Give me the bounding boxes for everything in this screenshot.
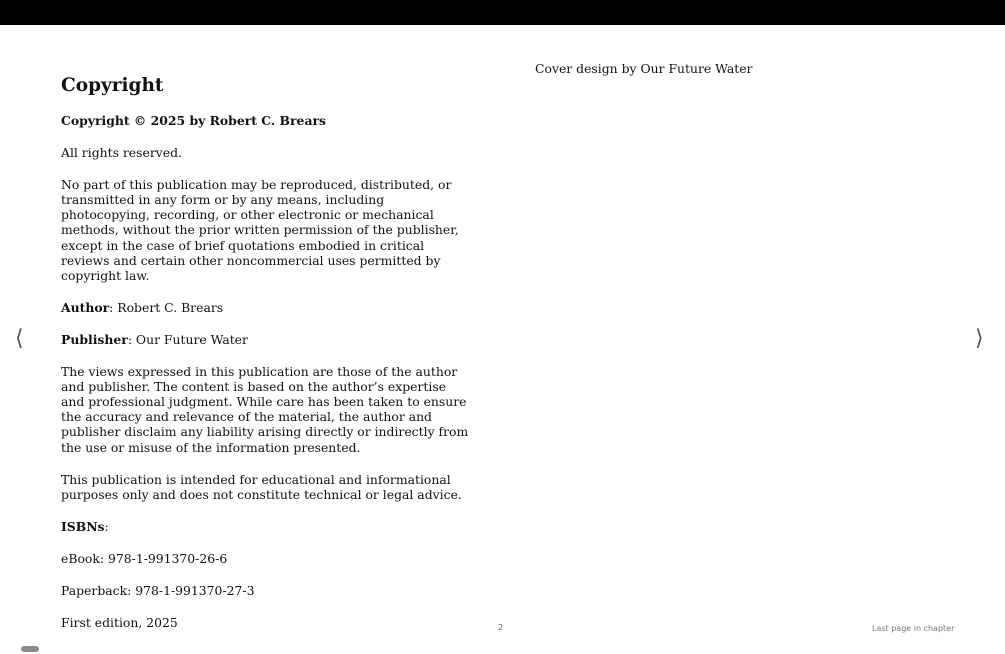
rights-statement: All rights reserved. <box>61 145 182 161</box>
next-page-arrow-icon[interactable]: ⟩ <box>975 326 984 351</box>
edition-line: First edition, 2025 <box>61 615 178 631</box>
publisher-line <box>61 332 473 347</box>
isbns-line <box>61 519 473 534</box>
publisher-label: Publisher <box>61 331 128 347</box>
author-line <box>61 300 473 315</box>
top-bar <box>0 0 1005 25</box>
page-title: Copyright <box>61 75 164 96</box>
purpose-paragraph: This publication is intended for educational and informational purposes only and does not constitute technical or legal advice. <box>61 471 462 502</box>
publisher-value: : Our Future Water <box>127 331 248 347</box>
permission-paragraph: No part of this publication may be reproduced, distributed, or transmitted in any form or by any means, including photocopying, recording, or other electronic or mechanical methods, without the prior written permission of the publisher, except in the case of brief quotations embodied in critical reviews and certain other noncommercial uses permitted by copyright law. <box>61 177 459 283</box>
copyright-line: Copyright © 2025 by Robert C. Brears <box>61 113 326 128</box>
previous-page-arrow-icon[interactable]: ⟨ <box>15 326 24 351</box>
paperback-isbn: Paperback: 978-1-991370-27-3 <box>61 582 255 598</box>
page-number: 2 <box>498 623 504 632</box>
views-paragraph: The views expressed in this publication are those of the author and publisher. The content is based on the author’s expertise and professional judgment. While care has been taken to ensure the accuracy and relevance of the material, the author and publisher disclaim any liability arising directly or indirectly from the use or misuse of the information presented. <box>61 364 469 455</box>
cover-credit: Cover design by Our Future Water <box>535 61 753 76</box>
author-label: Author <box>61 299 110 315</box>
scroll-handle[interactable] <box>21 646 39 652</box>
chapter-status: Last page in chapter <box>872 624 955 633</box>
isbns-colon: : <box>104 518 109 534</box>
ebook-isbn: eBook: 978-1-991370-26-6 <box>61 550 228 566</box>
isbns-label: ISBNs <box>61 518 105 534</box>
author-value: : Robert C. Brears <box>109 299 224 315</box>
left-page <box>61 74 473 647</box>
